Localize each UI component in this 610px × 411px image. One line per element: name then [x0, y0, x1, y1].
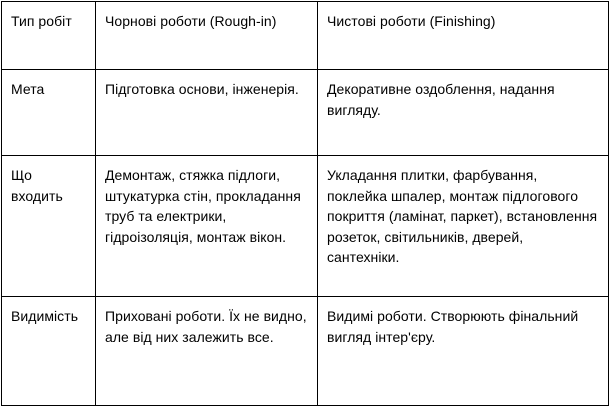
- table-header-row: [2, 2, 609, 70]
- row-label-cell: Мета: [2, 70, 96, 156]
- header-cell-finishing: Чистові роботи (Finishing): [318, 2, 609, 70]
- rough-in-cell: Приховані роботи. Їх не видно, але від них залежить все.: [96, 297, 318, 406]
- table-row: [2, 297, 609, 406]
- comparison-table: [1, 1, 609, 406]
- rough-in-cell: Підготовка основи, інженерія.: [96, 70, 318, 156]
- finishing-cell: Укладання плитки, фарбування, поклейка шпалер, монтаж підлогового покриття (ламінат, паркет), встановлення розеток, світильників, дверей, сантехніки.: [318, 156, 609, 297]
- row-label-cell: Що входить: [2, 156, 96, 297]
- header-cell-rough-in: Чорнові роботи (Rough-in): [96, 2, 318, 70]
- table-row: [2, 70, 609, 156]
- finishing-cell: Декоративне оздоблення, надання вигляду.: [318, 70, 609, 156]
- table-row: [2, 156, 609, 297]
- header-cell-type: Тип робіт: [2, 2, 96, 70]
- row-label-cell: Видимість: [2, 297, 96, 406]
- finishing-cell: Видимі роботи. Створюють фінальний вигляд інтер'єру.: [318, 297, 609, 406]
- rough-in-cell: Демонтаж, стяжка підлоги, штукатурка стін, прокладання труб та електрики, гідроізоляція, монтаж вікон.: [96, 156, 318, 297]
